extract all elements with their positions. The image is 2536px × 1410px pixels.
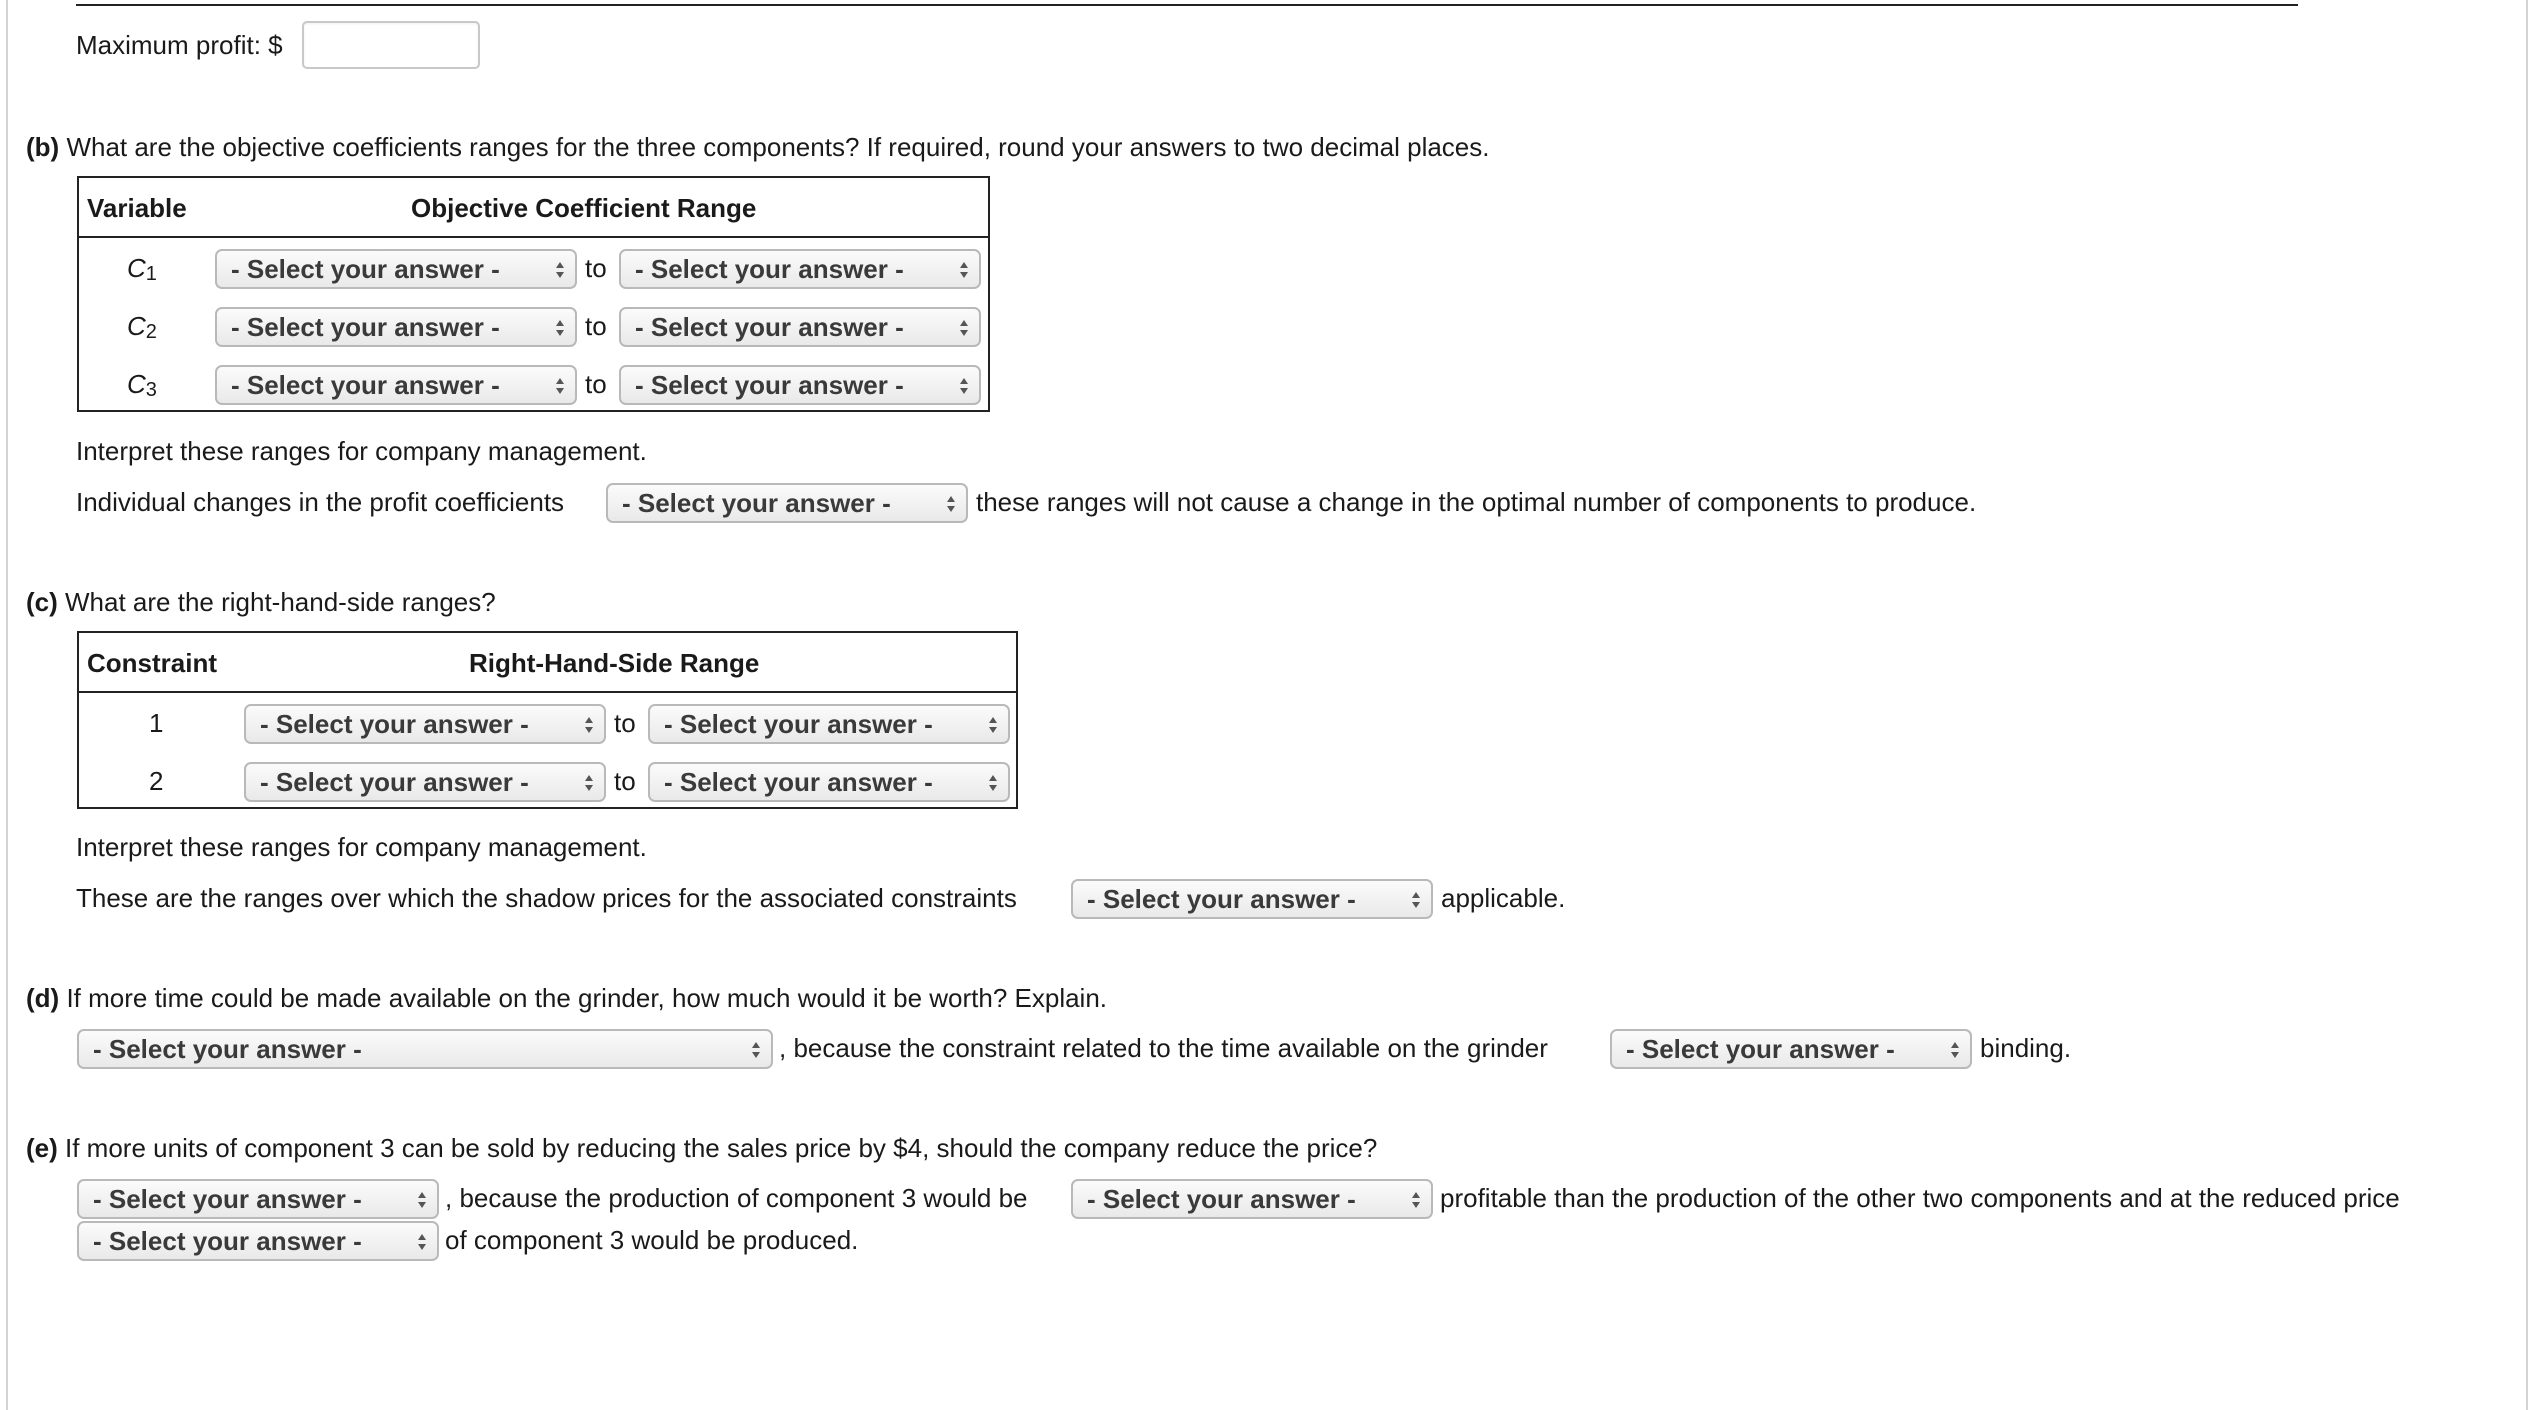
- part-d-question: [26, 980, 1107, 1016]
- select-arrows-icon: [555, 318, 565, 338]
- part-e-quantity-select[interactable]: - Select your answer -: [77, 1221, 439, 1261]
- part-b-sentence-start: Individual changes in the profit coefficients: [76, 487, 565, 517]
- part-d-letter: (d): [26, 983, 60, 1013]
- select-arrows-icon: [959, 260, 969, 280]
- to-label: to: [585, 311, 607, 341]
- to-label: to: [614, 766, 636, 796]
- part-c-interpretation-select[interactable]: - Select your answer -: [1071, 879, 1433, 919]
- part-b-letter: (b): [26, 132, 60, 162]
- table-header-divider: [79, 691, 1016, 693]
- part-e-profitability-select[interactable]: - Select your answer -: [1071, 1179, 1433, 1219]
- part-e-mid-text: , because the production of component 3 would be: [445, 1183, 1028, 1213]
- c3-upper-select[interactable]: - Select your answer -: [619, 365, 981, 405]
- part-d-question-text: If more time could be made available on the grinder, how much would it be worth? Explain.: [66, 983, 1108, 1013]
- constraint-1-upper-select[interactable]: - Select your answer -: [648, 704, 1010, 744]
- select-arrows-icon: [584, 773, 594, 793]
- select-arrows-icon: [988, 715, 998, 735]
- select-arrows-icon: [959, 376, 969, 396]
- select-arrows-icon: [751, 1040, 761, 1060]
- part-e-end2-text: of component 3 would be produced.: [445, 1225, 859, 1255]
- part-b-question: [26, 129, 1490, 165]
- constraint-1: 1: [149, 708, 164, 738]
- variable-c2: $C_2$: [127, 311, 157, 343]
- part-e-question-text: If more units of component 3 can be sold by reducing the sales price by $4, should the company reduce the price?: [65, 1133, 1378, 1163]
- select-arrows-icon: [1411, 1190, 1421, 1210]
- select-arrows-icon: [959, 318, 969, 338]
- part-c-sentence-start: These are the ranges over which the shadow prices for the associated constraints: [76, 883, 1017, 913]
- header-objective-coefficient-range: Objective Coefficient Range: [411, 193, 757, 223]
- constraint-2-upper-select[interactable]: - Select your answer -: [648, 762, 1010, 802]
- max-profit-input[interactable]: [302, 21, 480, 69]
- to-label: to: [614, 708, 636, 738]
- c1-upper-select[interactable]: - Select your answer -: [619, 249, 981, 289]
- part-d-end-text: binding.: [1980, 1033, 2072, 1063]
- select-arrows-icon: [555, 376, 565, 396]
- part-e-question: [26, 1130, 1377, 1166]
- select-arrows-icon: [1411, 890, 1421, 910]
- select-arrows-icon: [417, 1190, 427, 1210]
- part-b-interpretation-select[interactable]: - Select your answer -: [606, 483, 968, 523]
- select-arrows-icon: [1950, 1040, 1960, 1060]
- select-arrows-icon: [988, 773, 998, 793]
- part-e-reduce-price-select[interactable]: - Select your answer -: [77, 1179, 439, 1219]
- part-c-question-text: What are the right-hand-side ranges?: [65, 587, 496, 617]
- max-profit-label: Maximum profit: $: [76, 30, 283, 60]
- part-d-binding-select[interactable]: - Select your answer -: [1610, 1029, 1972, 1069]
- variable-c1: $C_1$: [127, 253, 157, 285]
- part-c-letter: (c): [26, 587, 58, 617]
- constraint-2: 2: [149, 766, 164, 796]
- header-variable: Variable: [87, 193, 187, 223]
- select-arrows-icon: [584, 715, 594, 735]
- part-b-interpret: Interpret these ranges for company management.: [76, 436, 647, 466]
- to-label: to: [585, 253, 607, 283]
- select-arrows-icon: [946, 494, 956, 514]
- right-hand-side-table: [77, 631, 1018, 809]
- header-rhs-range: Right-Hand-Side Range: [469, 648, 760, 678]
- constraint-1-lower-select[interactable]: - Select your answer -: [244, 704, 606, 744]
- part-d-worth-select[interactable]: - Select your answer -: [77, 1029, 773, 1069]
- c2-upper-select[interactable]: - Select your answer -: [619, 307, 981, 347]
- part-e-letter: (e): [26, 1133, 58, 1163]
- to-label: to: [585, 369, 607, 399]
- part-d-mid-text: , because the constraint related to the time available on the grinder: [779, 1033, 1548, 1063]
- constraint-2-lower-select[interactable]: - Select your answer -: [244, 762, 606, 802]
- select-arrows-icon: [555, 260, 565, 280]
- part-c-interpret: Interpret these ranges for company management.: [76, 832, 647, 862]
- part-c-sentence-end: applicable.: [1441, 883, 1566, 913]
- c1-lower-select[interactable]: - Select your answer -: [215, 249, 577, 289]
- c3-lower-select[interactable]: - Select your answer -: [215, 365, 577, 405]
- variable-c3: $C_3$: [127, 369, 157, 401]
- part-c-question: [26, 584, 496, 620]
- select-arrows-icon: [417, 1232, 427, 1252]
- part-b-question-text: What are the objective coefficients ranges for the three components? If required, round your answers to two decimal places.: [66, 132, 1490, 162]
- table-header-divider: [79, 236, 988, 238]
- part-e-end1-text: profitable than the production of the other two components and at the reduced price: [1440, 1183, 2400, 1213]
- part-b-sentence-end: these ranges will not cause a change in the optimal number of components to produce.: [976, 487, 1977, 517]
- objective-coefficient-table: [77, 176, 990, 412]
- header-constraint: Constraint: [87, 648, 217, 678]
- c2-lower-select[interactable]: - Select your answer -: [215, 307, 577, 347]
